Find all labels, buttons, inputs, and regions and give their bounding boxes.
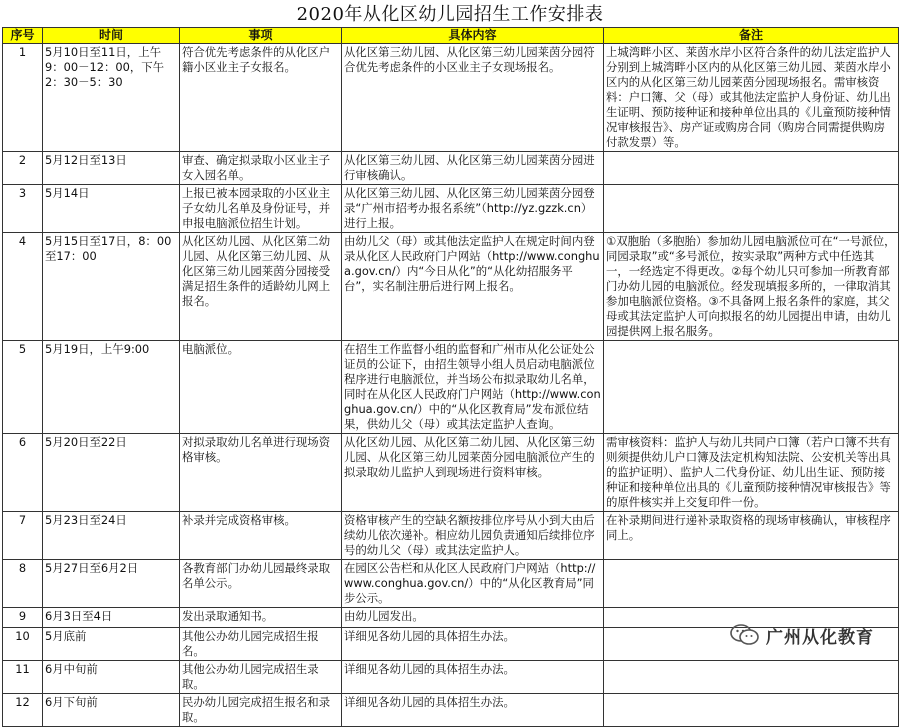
row-time: 5月20日至22日 bbox=[43, 434, 180, 512]
row-note bbox=[604, 185, 899, 233]
row-detail: 由幼儿园发出。 bbox=[342, 608, 604, 628]
table-row bbox=[3, 44, 899, 152]
table-row bbox=[3, 152, 899, 185]
header-time: 时间 bbox=[43, 28, 180, 44]
row-time: 5月14日 bbox=[43, 185, 180, 233]
row-detail: 由幼儿父（母）或其他法定监护人在规定时间内登录从化区人民政府门户网站（http://www.conghua.gov.cn/）内“今日从化”的“从化幼招服务平台”，实名制注册后进行网上报名。 bbox=[342, 233, 604, 341]
row-item: 符合优先考虑条件的从化区户籍小区业主子女报名。 bbox=[180, 44, 342, 152]
row-note bbox=[604, 661, 899, 694]
page-title: 2020年从化区幼儿园招生工作安排表 bbox=[296, 4, 604, 25]
row-note: 上城湾畔小区、莱茵水岸小区符合条件的幼儿法定监护人分别到上城湾畔小区内的从化区第三幼儿园、莱茵水岸小区内的从化区第三幼儿园莱茵分园现场报名。需审核资料：户口簿、父（母）或其他法定监护人身份证、幼儿出生证明、预防接种证和接种单位出具的《儿童预防接种情况审核报告》、房产证或购房合同（购房合同需提供购房付款发票）等。 bbox=[604, 44, 899, 152]
row-time: 5月底前 bbox=[43, 628, 180, 661]
row-time: 6月3日至4日 bbox=[43, 608, 180, 628]
row-no: 4 bbox=[3, 233, 43, 341]
header-detail: 具体内容 bbox=[342, 28, 604, 44]
header-item: 事项 bbox=[180, 28, 342, 44]
table-row bbox=[3, 661, 899, 694]
row-note: ①双胞胎（多胞胎）参加幼儿园电脑派位可在“一号派位，同园录取”或“多号派位，按实录取”两种方式中任选其一，一经选定不得更改。②每个幼儿只可参加一所教育部门办幼儿园的电脑派位。经发现填报多所的，一律取消其参加电脑派位资格。③不具备网上报名条件的家庭，其父母或其法定监护人可向拟报名的幼儿园提出申请，由幼儿园提供网上报名服务。 bbox=[604, 233, 899, 341]
row-item: 发出录取通知书。 bbox=[180, 608, 342, 628]
row-time: 5月15日至17日，8：00至17：00 bbox=[43, 233, 180, 341]
row-time: 6月下旬前 bbox=[43, 694, 180, 727]
table-row bbox=[3, 434, 899, 512]
row-no: 3 bbox=[3, 185, 43, 233]
row-detail: 从化区幼儿园、从化区第二幼儿园、从化区第三幼儿园、从化区第三幼儿园莱茵分园电脑派位产生的拟录取幼儿监护人到现场进行资料审核。 bbox=[342, 434, 604, 512]
row-time: 5月23日至24日 bbox=[43, 512, 180, 560]
row-no: 2 bbox=[3, 152, 43, 185]
row-item: 民办幼儿园完成招生报名和录取。 bbox=[180, 694, 342, 727]
row-time: 5月10日至11日，上午9：00－12：00，下午2：30－5：30 bbox=[43, 44, 180, 152]
row-no: 11 bbox=[3, 661, 43, 694]
row-no: 8 bbox=[3, 560, 43, 608]
row-detail: 详细见各幼儿园的具体招生办法。 bbox=[342, 628, 604, 661]
row-detail: 在园区公告栏和从化区人民政府门户网站（http://www.conghua.gov.cn/）中的“从化区教育局”同步公示。 bbox=[342, 560, 604, 608]
row-item: 上报已被本园录取的小区业主子女幼儿名单及身份证号，并申报电脑派位招生计划。 bbox=[180, 185, 342, 233]
row-no: 9 bbox=[3, 608, 43, 628]
row-no: 6 bbox=[3, 434, 43, 512]
table-row bbox=[3, 233, 899, 341]
row-note bbox=[604, 560, 899, 608]
row-note: 在补录期间进行递补录取资格的现场审核确认，审核程序同上。 bbox=[604, 512, 899, 560]
row-detail: 详细见各幼儿园的具体招生办法。 bbox=[342, 661, 604, 694]
row-item: 其他公办幼儿园完成招生录取。 bbox=[180, 661, 342, 694]
row-item: 补录并完成资格审核。 bbox=[180, 512, 342, 560]
row-detail: 从化区第三幼儿园、从化区第三幼儿园莱茵分园符合优先考虑条件的小区业主子女现场报名。 bbox=[342, 44, 604, 152]
row-note bbox=[604, 152, 899, 185]
row-no: 12 bbox=[3, 694, 43, 727]
row-detail: 详细见各幼儿园的具体招生办法。 bbox=[342, 694, 604, 727]
row-detail: 从化区第三幼儿园、从化区第三幼儿园莱茵分园进行审核确认。 bbox=[342, 152, 604, 185]
row-time: 5月27日至6月2日 bbox=[43, 560, 180, 608]
watermark bbox=[730, 622, 874, 648]
row-no: 10 bbox=[3, 628, 43, 661]
row-detail: 资格审核产生的空缺名额按排位序号从小到大由后续幼儿依次递补。相应幼儿园负责通知后续排位序号的幼儿父（母）或其法定监护人。 bbox=[342, 512, 604, 560]
row-item: 从化区幼儿园、从化区第二幼儿园、从化区第三幼儿园、从化区第三幼儿园莱茵分园接受满足招生条件的适龄幼儿网上报名。 bbox=[180, 233, 342, 341]
row-time: 5月19日，上午9:00 bbox=[43, 341, 180, 434]
row-no: 5 bbox=[3, 341, 43, 434]
header-no: 序号 bbox=[3, 28, 43, 44]
row-item: 其他公办幼儿园完成招生报名。 bbox=[180, 628, 342, 661]
wechat-icon bbox=[730, 624, 760, 646]
row-detail: 在招生工作监督小组的监督和广州市从化公证处公证员的公证下，由招生领导小组人员启动电脑派位程序进行电脑派位，并当场公布拟录取幼儿名单，同时在从化区人民政府门户网站（http://www.conghua.gov.cn/）中的“从化区教育局”发布派位结果，供幼儿父（母）或其法定监护人查询。 bbox=[342, 341, 604, 434]
row-item: 电脑派位。 bbox=[180, 341, 342, 434]
row-time: 5月12日至13日 bbox=[43, 152, 180, 185]
table-row bbox=[3, 512, 899, 560]
table-row bbox=[3, 694, 899, 727]
row-no: 7 bbox=[3, 512, 43, 560]
table-row bbox=[3, 560, 899, 608]
table-row bbox=[3, 341, 899, 434]
row-item: 各教育部门办幼儿园最终录取名单公示。 bbox=[180, 560, 342, 608]
row-note: 需审核资料：监护人与幼儿共同户口簿（若户口簿不共有则须提供幼儿户口簿及法定机构知法院、公安机关等出具的监护证明）、监护人二代身份证、幼儿出生证、预防接种证和接种单位出具的《儿童预防接种情况审核报告》等的原件核实并上交复印件一份。 bbox=[604, 434, 899, 512]
header-note: 备注 bbox=[604, 28, 899, 44]
row-note bbox=[604, 694, 899, 727]
table-header-row bbox=[3, 28, 899, 44]
row-time: 6月中旬前 bbox=[43, 661, 180, 694]
row-note bbox=[604, 341, 899, 434]
row-item: 审查、确定拟录取小区业主子女入园名单。 bbox=[180, 152, 342, 185]
row-detail: 从化区第三幼儿园、从化区第三幼儿园莱茵分园登录“广州市招考办报名系统”（http://yz.gzzk.cn）进行上报。 bbox=[342, 185, 604, 233]
watermark-text: 广州从化教育 bbox=[766, 627, 874, 648]
row-item: 对拟录取幼儿名单进行现场资格审核。 bbox=[180, 434, 342, 512]
row-no: 1 bbox=[3, 44, 43, 152]
table-row bbox=[3, 185, 899, 233]
